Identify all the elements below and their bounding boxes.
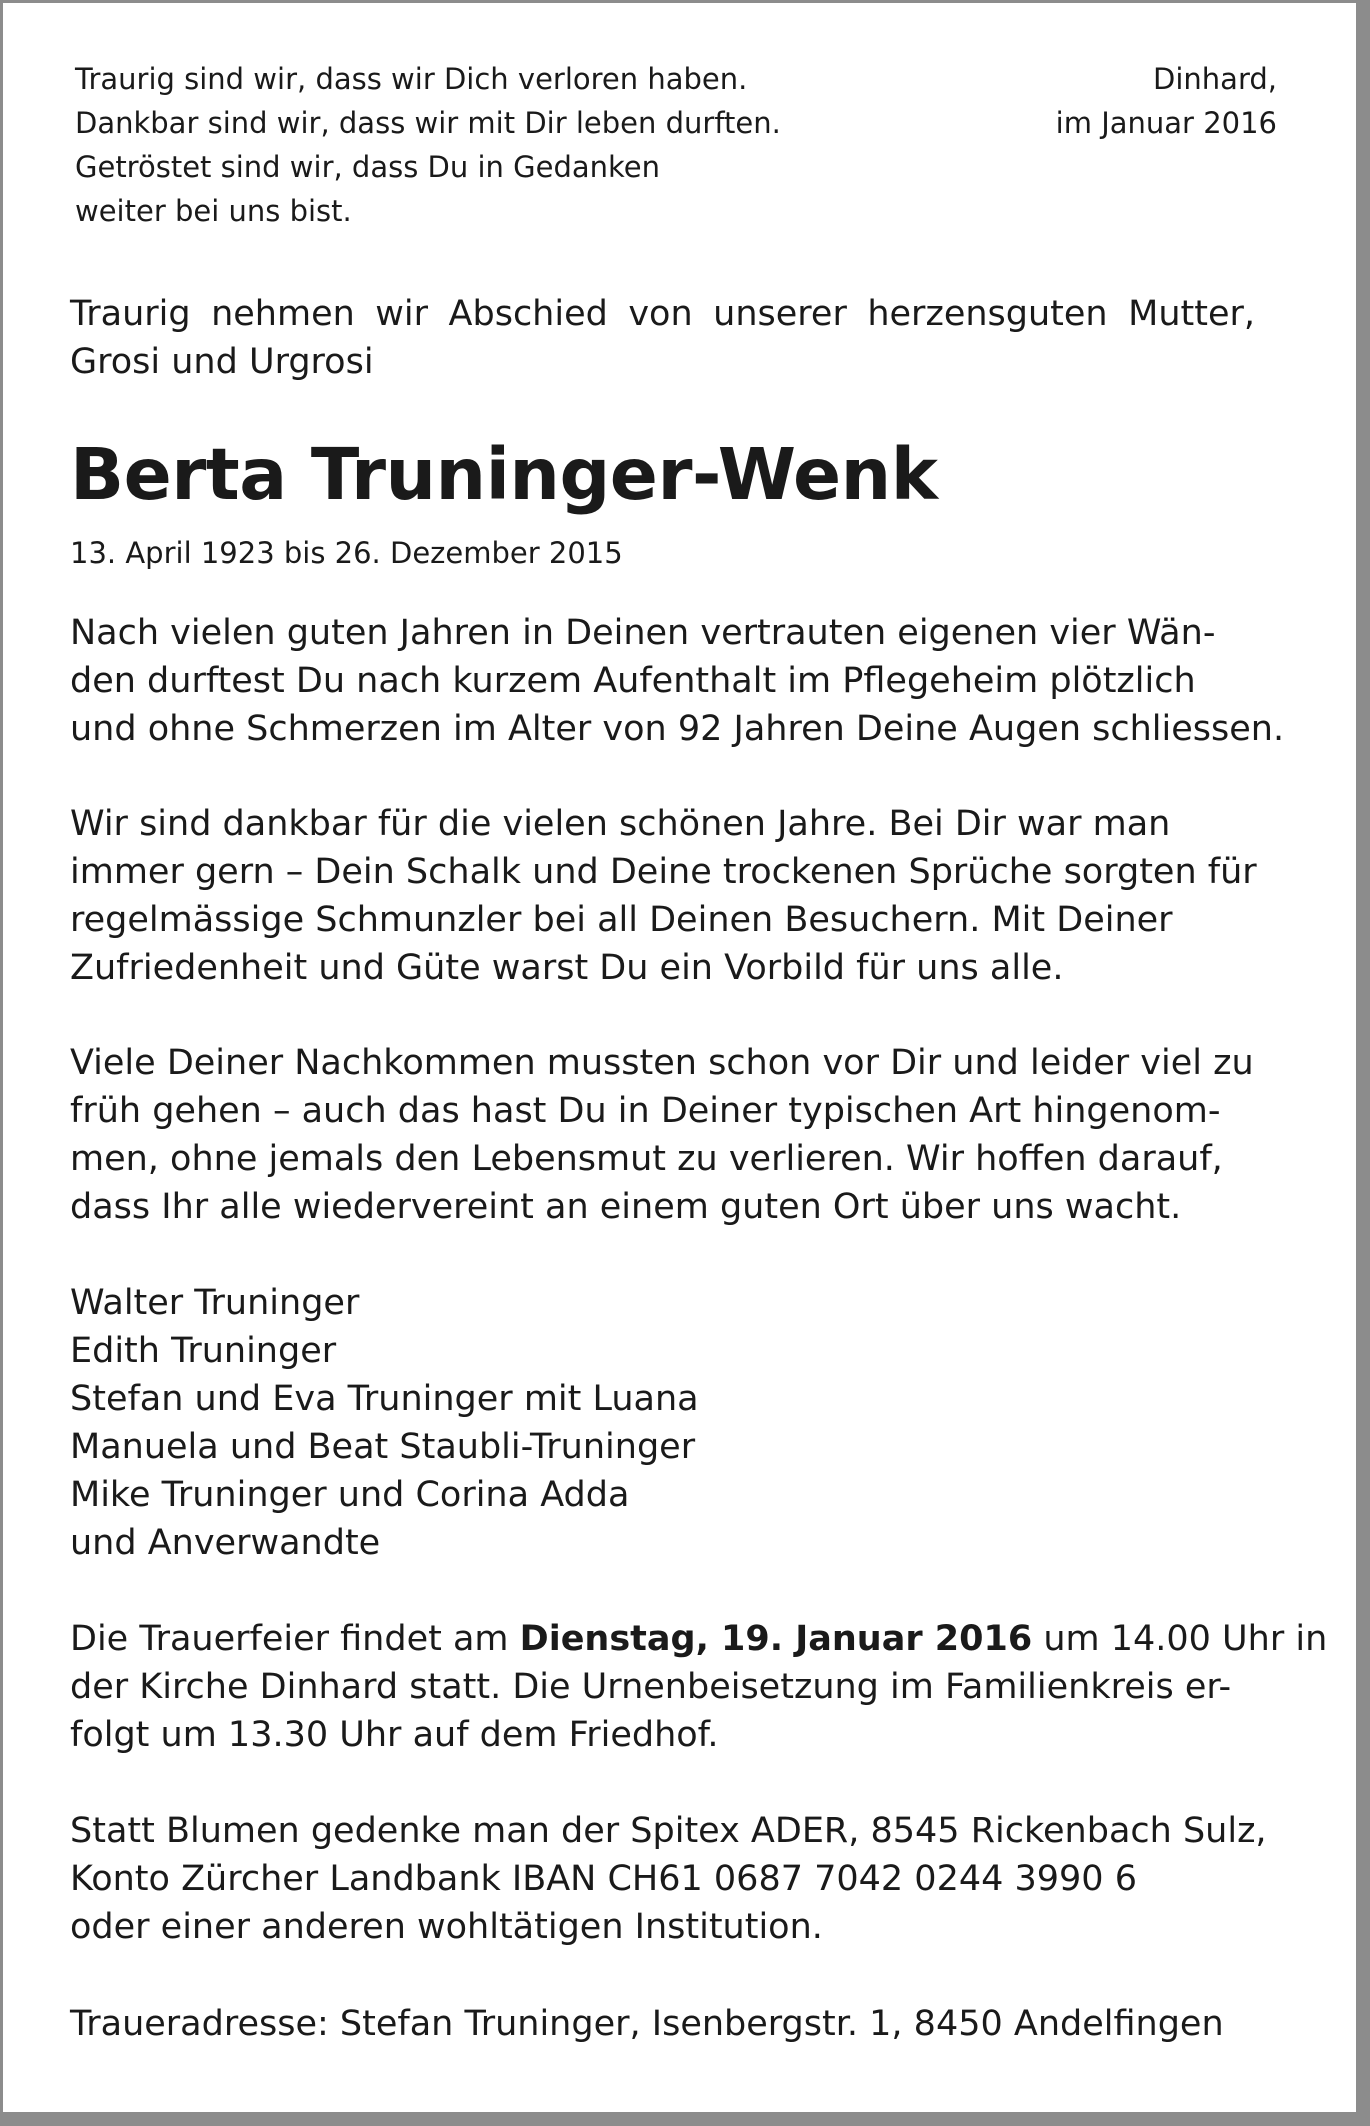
mourner-name: Manuela und Beat Staubli-Truninger [70, 1427, 696, 1467]
intro-line: Grosi und Urgrosi [70, 342, 374, 382]
mourner-name: und Anverwandte [70, 1523, 381, 1563]
mourner-name: Edith Truninger [70, 1331, 337, 1371]
mourners-list [70, 1279, 1295, 1567]
text-line: Zufriedenheit und Güte warst Du ein Vorbild für uns alle. [70, 948, 1064, 988]
service-line [70, 1615, 1328, 1663]
text-line: dass Ihr alle wiedervereint an einem guten Ort über uns wacht. [70, 1187, 1182, 1227]
service-time: um 14.00 Uhr in [1032, 1619, 1328, 1659]
date-line: im Januar 2016 [1055, 106, 1277, 140]
text-line: früh gehen – auch das hast Du in Deiner typischen Art hingenom- [70, 1091, 1221, 1131]
place-line: Dinhard, [1153, 62, 1277, 96]
paragraph-1 [70, 609, 1295, 753]
service-line: folgt um 13.30 Uhr auf dem Friedhof. [70, 1715, 719, 1755]
text-line: immer gern – Dein Schalk und Deine trockenen Sprüche sorgten für [70, 852, 1257, 892]
text-line: Wir sind dankbar für die vielen schönen Jahre. Bei Dir war man [70, 804, 1171, 844]
intro-line: Traurig nehmen wir Abschied von unserer herzensguten Mutter, [70, 294, 1255, 334]
donation-line: oder einer anderen wohltätigen Institution. [70, 1907, 823, 1947]
text-line: Nach vielen guten Jahren in Deinen vertrauten eigenen vier Wän- [70, 613, 1216, 653]
service-text: Die Trauerfeier findet am [70, 1619, 520, 1659]
text-line: regelmässige Schmunzler bei all Deinen Besuchern. Mit Deiner [70, 900, 1173, 940]
donation-notice [70, 1807, 1295, 1951]
mourner-name: Stefan und Eva Truninger mit Luana [70, 1379, 699, 1419]
place-and-date [1056, 57, 1277, 145]
text-line: men, ohne jemals den Lebensmut zu verlieren. Wir hoffen darauf, [70, 1139, 1223, 1179]
text-line: und ohne Schmerzen im Alter von 92 Jahren Deine Augen schliessen. [70, 709, 1285, 749]
service-date: Dienstag, 19. Januar 2016 [519, 1619, 1033, 1659]
service-notice [70, 1615, 1328, 1759]
mourner-name: Mike Truninger und Corina Adda [70, 1475, 630, 1515]
donation-line: Konto Zürcher Landbank IBAN CH61 0687 7042 0244 3990 6 [70, 1859, 1137, 1899]
paragraph-3 [70, 1039, 1295, 1231]
donation-line: Statt Blumen gedenke man der Spitex ADER, 8545 Rickenbach Sulz, [70, 1811, 1267, 1851]
mourning-address: Traueradresse: Stefan Truninger, Isenbergstr. 1, 8450 Andelfingen [70, 2004, 1224, 2044]
poem-line: weiter bei uns bist. [75, 194, 352, 228]
service-line: der Kirche Dinhard statt. Die Urnenbeisetzung im Familienkreis er- [70, 1667, 1232, 1707]
poem-line: Traurig sind wir, dass wir Dich verloren haben. [75, 62, 748, 96]
poem-line: Dankbar sind wir, dass wir mit Dir leben durften. [75, 106, 781, 140]
text-line: den durftest Du nach kurzem Aufenthalt im Pflegeheim plötzlich [70, 661, 1196, 701]
opening-poem [75, 57, 781, 233]
text-line: Viele Deiner Nachkommen mussten schon vor Dir und leider viel zu [70, 1043, 1254, 1083]
paragraph-2 [70, 800, 1295, 992]
poem-line: Getröstet sind wir, dass Du in Gedanken [75, 150, 660, 184]
mourner-name: Walter Truninger [70, 1283, 360, 1323]
life-dates: 13. April 1923 bis 26. Dezember 2015 [70, 536, 623, 570]
intro-text [70, 290, 1255, 386]
deceased-name: Berta Truninger-Wenk [70, 433, 938, 516]
